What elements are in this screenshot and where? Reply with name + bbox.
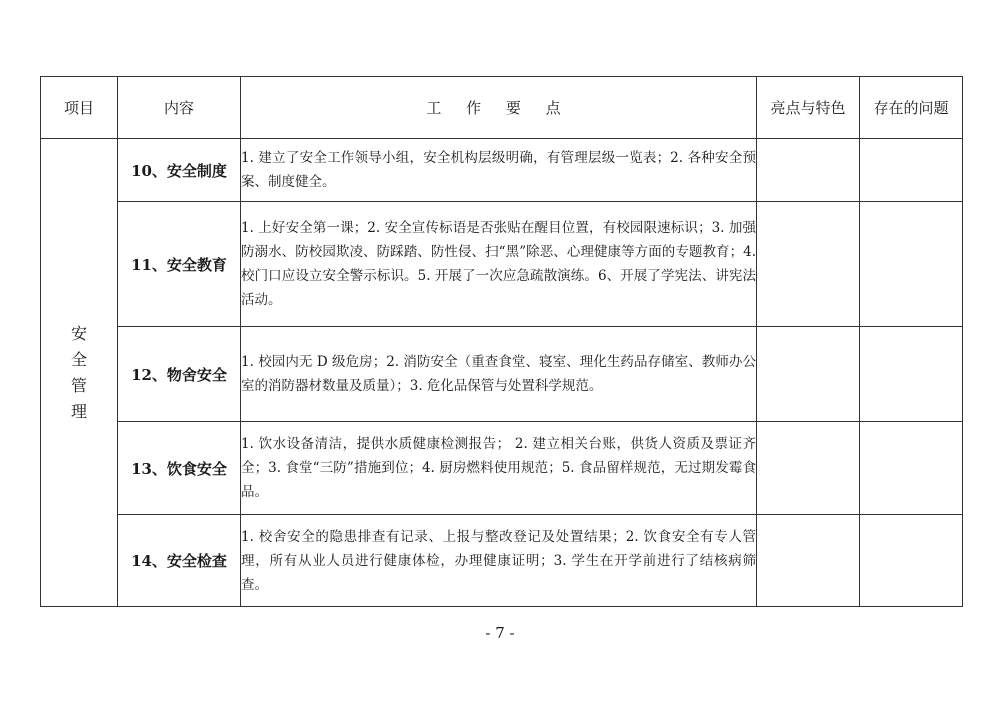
highlights-cell [757,202,860,327]
safety-management-table [40,76,963,607]
points-cell: 1. 饮水设备清洁，提供水质健康检测报告； 2. 建立相关台账，供货人资质及票证齐全；3. 食堂“三防”措施到位；4. 厨房燃料使用规范；5. 食品留样规范，无过期发霉食品。 [241,422,757,515]
header-highlights: 亮点与特色 [757,77,860,139]
header-row [41,77,963,139]
highlights-cell [757,139,860,202]
highlights-cell [757,327,860,422]
problems-cell [860,327,963,422]
table-row [41,422,963,515]
header-points [241,77,757,139]
header-points-label: 工 作 要 点 [426,99,571,117]
project-cell [41,139,118,607]
project-char: 管 [70,375,87,395]
page-number: - 7 - [485,624,515,642]
table-row [41,327,963,422]
header-problems: 存在的问题 [860,77,963,139]
points-cell: 1. 校舍安全的隐患排查有记录、上报与整改登记及处置结果；2. 饮食安全有专人管理，所有从业人员进行健康体检，办理健康证明；3. 学生在开学前进行了结核病筛查。 [241,515,757,607]
points-cell: 1. 建立了安全工作领导小组，安全机构层级明确，有管理层级一览表；2. 各种安全预案、制度健全。 [241,139,757,202]
project-char: 全 [70,349,87,369]
table-row [41,202,963,327]
highlights-cell [757,515,860,607]
points-cell: 1. 上好安全第一课；2. 安全宣传标语是否张贴在醒目位置，有校园限速标识；3. 加强防溺水、防校园欺凌、防踩踏、防性侵、扫“黑”除恶、心理健康等方面的专题教育；4. 校门口应设立安全警示标识。5. 开展了一次应急疏散演练。6、开展了学宪法、讲宪法活动。 [241,202,757,327]
project-char: 安 [70,323,87,343]
problems-cell [860,515,963,607]
item-cell: 10、安全制度 [118,139,241,202]
table-row [41,139,963,202]
problems-cell [860,422,963,515]
item-cell: 13、饮食安全 [118,422,241,515]
highlights-cell [757,422,860,515]
problems-cell [860,139,963,202]
points-cell: 1. 校园内无 D 级危房；2. 消防安全（重查食堂、寝室、理化生药品存储室、教师办公室的消防器材数量及质量）；3. 危化品保管与处置科学规范。 [241,327,757,422]
header-project: 项目 [41,77,118,139]
item-cell: 12、物舍安全 [118,327,241,422]
item-cell: 14、安全检查 [118,515,241,607]
table-row [41,515,963,607]
item-cell: 11、安全教育 [118,202,241,327]
header-content: 内容 [118,77,241,139]
project-char: 理 [70,401,87,421]
problems-cell [860,202,963,327]
